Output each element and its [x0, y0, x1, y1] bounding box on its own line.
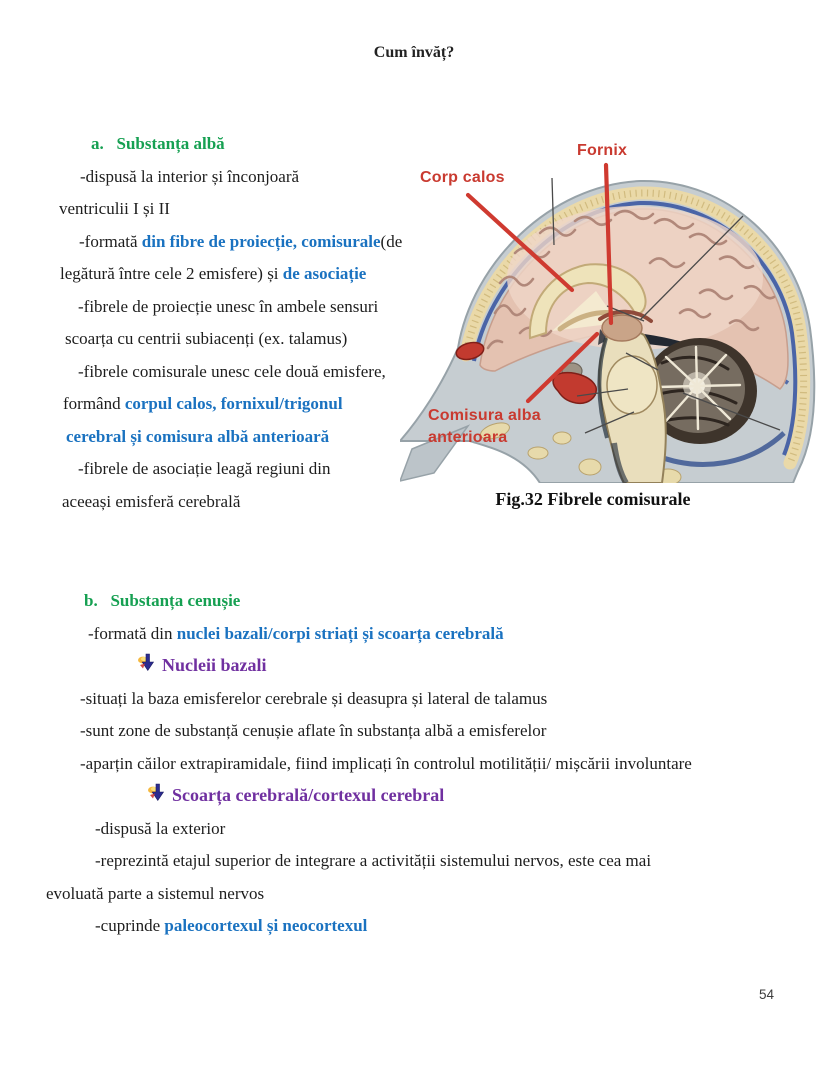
highlight-segment: nuclei bazali/corpi striați și scoarța cerebrală: [176, 624, 504, 643]
text-segment: -formată din: [88, 624, 177, 643]
bullet-item-scoarta-cerebrala: Scoarța cerebrală/cortexul cerebral: [172, 785, 445, 805]
text-line: -sunt zone de substanță cenușie aflate în substanța albă a emisferelor: [80, 721, 547, 740]
text-line: [60, 262, 366, 286]
section-b-heading: b. Substanța cenușie: [84, 591, 241, 610]
text-line: -aparțin căilor extrapiramidale, fiind implicați în controlul motilității/ mișcării involuntare: [80, 754, 692, 773]
text-line: -fibrele comisurale unesc cele două emisfere,: [78, 362, 386, 381]
text-line: -fibrele de proiecție unesc în ambele sensuri: [78, 297, 379, 316]
page-number: 54: [759, 987, 775, 1002]
page-header-title: Cum învăț?: [373, 44, 455, 61]
highlight-segment: corpul calos, fornixul/trigonul: [124, 394, 343, 413]
figure-label-line: anterioara: [428, 429, 508, 446]
figure-label-corp-calos: Corp calos: [420, 169, 505, 186]
down-arrow-bullet-icon: [138, 653, 155, 672]
text-line: -fibrele de asociație leagă regiuni din: [78, 459, 331, 478]
text-line: -dispusă la interior și înconjoară: [80, 167, 300, 186]
bullet-item-nucleii-bazali: Nucleii bazali: [162, 655, 267, 675]
figure-label-fornix: Fornix: [577, 142, 628, 159]
text-line: [88, 622, 504, 646]
figure-label-line: Comisura alba: [428, 407, 541, 424]
text-segment: (de: [380, 232, 403, 251]
text-segment: formând: [63, 394, 125, 413]
text-line: -dispusă la exterior: [95, 819, 226, 838]
section-a-heading: a. Substanța albă: [91, 134, 225, 153]
text-line: [63, 392, 343, 416]
text-line: -reprezintă etajul superior de integrare a activității sistemului nervos, este cea mai: [95, 851, 652, 870]
text-line: scoarța cu centrii subiacenți (ex. talamus): [65, 329, 348, 348]
text-segment: -formată: [79, 232, 142, 251]
highlight-segment: din fibre de proiecție, comisurale: [141, 232, 381, 251]
figure-caption: Fig.32 Fibrele comisurale: [495, 489, 691, 509]
text-line: [95, 914, 367, 938]
text-segment: legătură între cele 2 emisfere) și: [60, 264, 283, 283]
text-line: aceeași emisferă cerebrală: [62, 492, 241, 511]
text-line: [79, 230, 402, 254]
highlight-segment: paleocortexul și neocortexul: [164, 916, 368, 935]
text-line: cerebral și comisura albă anterioară: [66, 427, 330, 446]
figure-label-comisura: [428, 405, 541, 449]
text-line: ventriculii I și II: [59, 199, 170, 218]
highlight-segment: de asociație: [282, 264, 367, 283]
text-segment: -cuprinde: [95, 916, 165, 935]
text-line: -situați la baza emisferelor cerebrale și deasupra și lateral de talamus: [80, 689, 548, 708]
brain-figure: [400, 133, 828, 483]
text-line: evoluată parte a sistemul nervos: [46, 884, 265, 903]
down-arrow-bullet-icon: [148, 783, 165, 802]
